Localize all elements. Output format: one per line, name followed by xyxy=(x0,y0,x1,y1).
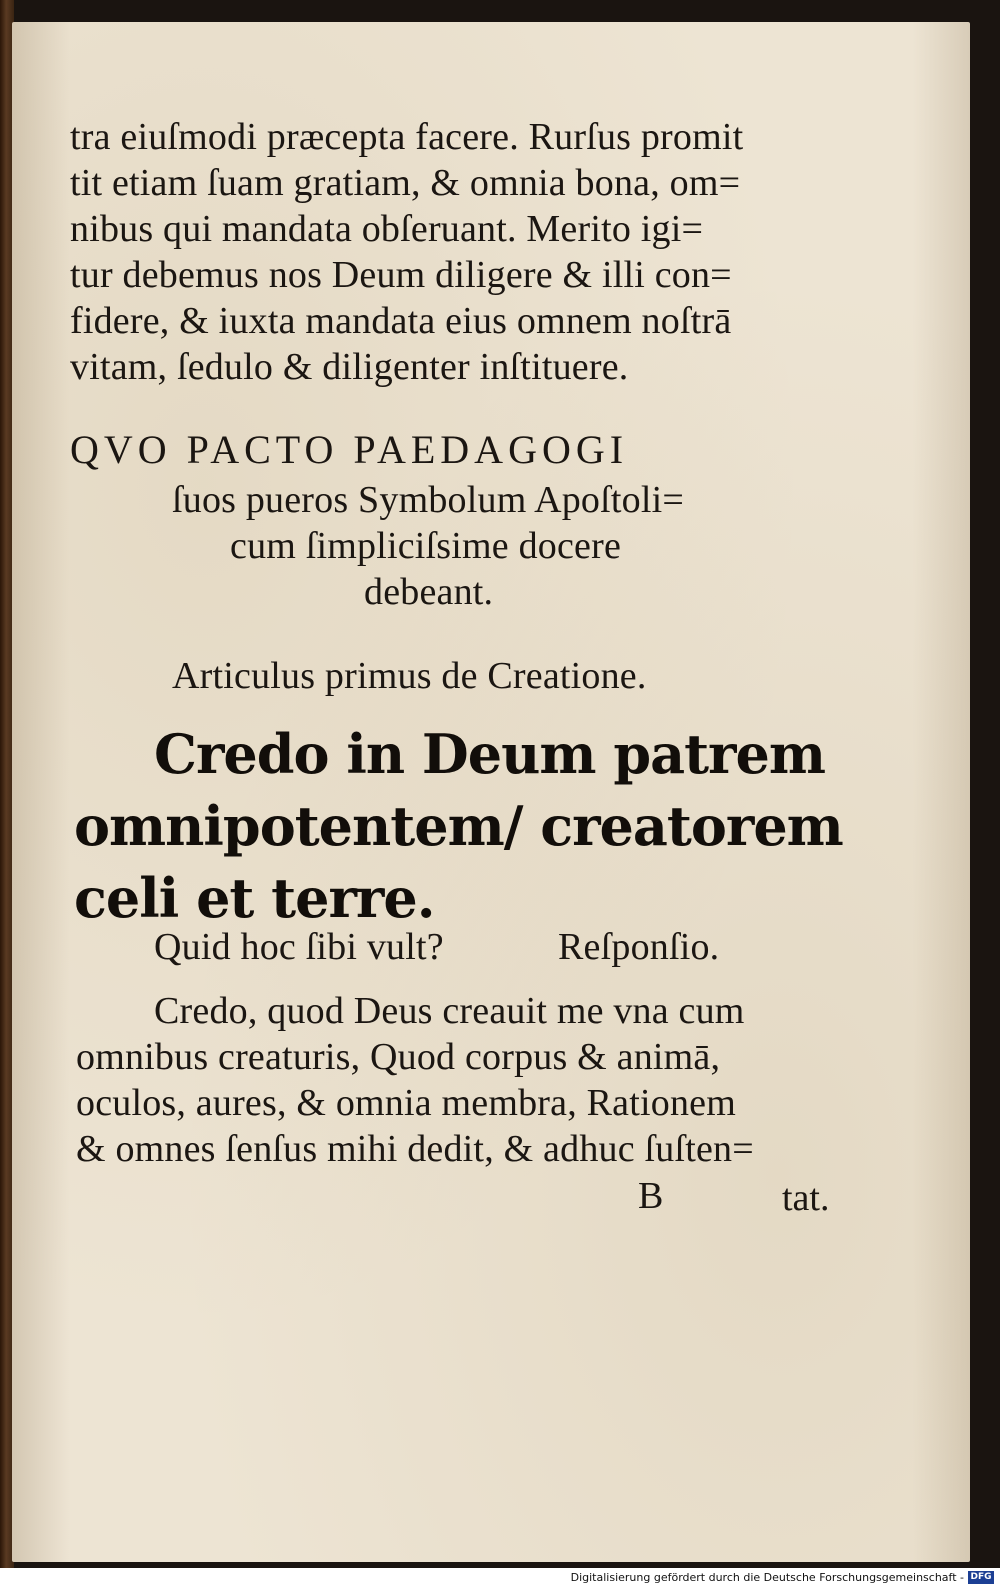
question-line: Quid hoc ſibi vult? xyxy=(154,926,444,968)
answer-line: Credo, quod Deus creauit me vna cum xyxy=(154,990,745,1032)
section-subheading-line: debeant. xyxy=(364,571,494,613)
article-title: Articulus primus de Creatione. xyxy=(172,655,647,697)
book-page xyxy=(12,22,970,1562)
paragraph-line: tit etiam ſuam gratiam, & omnia bona, om= xyxy=(70,162,741,204)
answer-line: & omnes ſenſus mihi dedit, & adhuc ſuſten= xyxy=(76,1128,754,1170)
creed-line: Credo in Deum patrem xyxy=(154,722,825,786)
section-subheading-line: cum ſimpliciſsime docere xyxy=(230,525,622,567)
paragraph-line: tur debemus nos Deum diligere & illi con= xyxy=(70,254,732,296)
dfg-logo: DFG xyxy=(968,1571,994,1584)
paragraph-line: nibus qui mandata obſeruant. Merito igi= xyxy=(70,208,704,250)
catchword: tat. xyxy=(782,1177,830,1219)
section-subheading-line: ſuos pueros Symbolum Apoſtoli= xyxy=(172,479,684,521)
creed-line: omnipotentem/ creatorem xyxy=(74,794,843,858)
digitization-footer xyxy=(0,1568,1000,1588)
paragraph-line: tra eiuſmodi præcepta facere. Rurſus promit xyxy=(70,116,744,158)
signature-mark: B xyxy=(638,1175,664,1217)
answer-line: omnibus creaturis, Quod corpus & animā, xyxy=(76,1036,721,1078)
paragraph-line: vitam, ſedulo & diligenter inſtituere. xyxy=(70,346,629,388)
response-label: Reſponſio. xyxy=(558,926,720,968)
answer-line: oculos, aures, & omnia membra, Rationem xyxy=(76,1082,736,1124)
digitization-credit: Digitalisierung gefördert durch die Deutsche Forschungsgemeinschaft - xyxy=(570,1571,964,1584)
paragraph-line: fidere, & iuxta mandata eius omnem noſtrā xyxy=(70,300,732,342)
creed-line: celi et terre. xyxy=(74,866,435,930)
section-heading: QVO PACTO PAEDAGOGI xyxy=(70,427,629,472)
